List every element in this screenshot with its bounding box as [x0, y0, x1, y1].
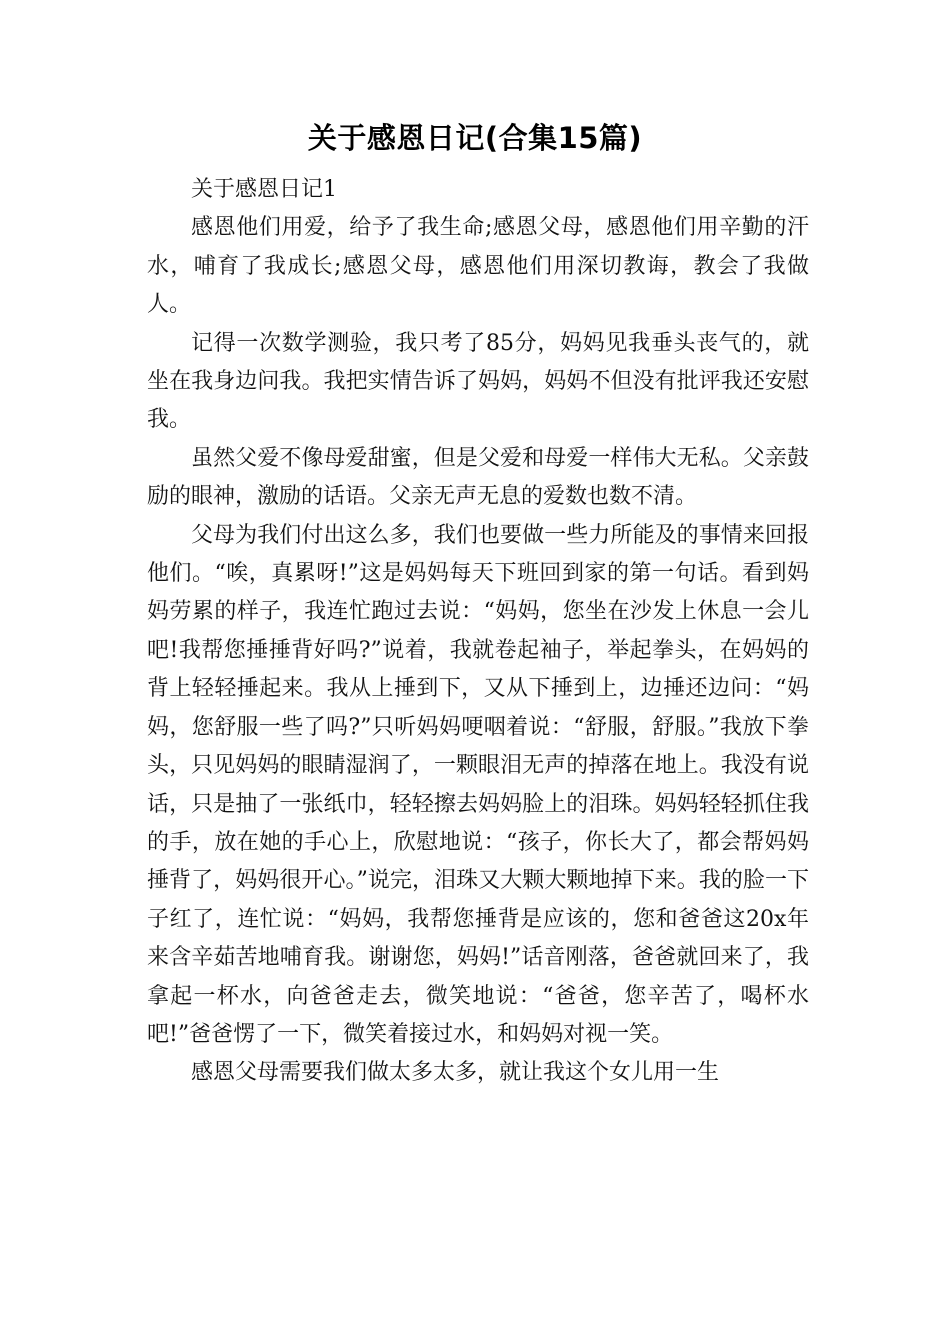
paragraph: 感恩他们用爱，给予了我生命;感恩父母，感恩他们用辛勤的汗水，哺育了我成长;感恩父母，感恩他们用深切教诲，教会了我做人。: [147, 215, 809, 318]
section-heading: 关于感恩日记1: [191, 177, 337, 202]
document-title: 关于感恩日记(合集15篇): [307, 121, 643, 155]
paragraph: 虽然父爱不像母爱甜蜜，但是父爱和母爱一样伟大无私。父亲鼓励的眼神，激励的话语。父亲无声无息的爱数也数不清。: [147, 445, 809, 510]
paragraph: 感恩父母需要我们做太多太多，就让我这个女儿用一生: [191, 1060, 720, 1086]
document-body: [147, 171, 809, 1093]
paragraph: 记得一次数学测验，我只考了85分，妈妈见我垂头丧气的，就坐在我身边问我。我把实情告诉了妈妈，妈妈不但没有批评我还安慰我。: [147, 330, 809, 433]
paragraph: 父母为我们付出这么多，我们也要做一些力所能及的事情来回报他们。“唉，真累呀!”这是妈妈每天下班回到家的第一句话。看到妈妈劳累的样子，我连忙跑过去说：“妈妈，您坐在沙发上休息一会儿吧!我帮您捶捶背好吗?”说着，我就卷起袖子，举起拳头，在妈妈的背上轻轻捶起来。我从上捶到下，又从下捶到上，边捶还边问：“妈妈，您舒服一些了吗?”只听妈妈哽咽着说：“舒服，舒服。”我放下拳头，只见妈妈的眼睛湿润了，一颗眼泪无声的掉落在地上。我没有说话，只是抽了一张纸巾，轻轻擦去妈妈脸上的泪珠。妈妈轻轻抓住我的手，放在她的手心上，欣慰地说：“孩子，你长大了，都会帮妈妈捶背了，妈妈很开心。”说完，泪珠又大颗大颗地掉下来。我的脸一下子红了，连忙说：“妈妈，我帮您捶背是应该的，您和爸爸这20x年来含辛茹苦地哺育我。谢谢您，妈妈!”话音刚落，爸爸就回来了，我拿起一杯水，向爸爸走去，微笑地说：“爸爸，您辛苦了，喝杯水吧!”爸爸愣了一下，微笑着接过水，和妈妈对视一笑。: [147, 522, 809, 1047]
